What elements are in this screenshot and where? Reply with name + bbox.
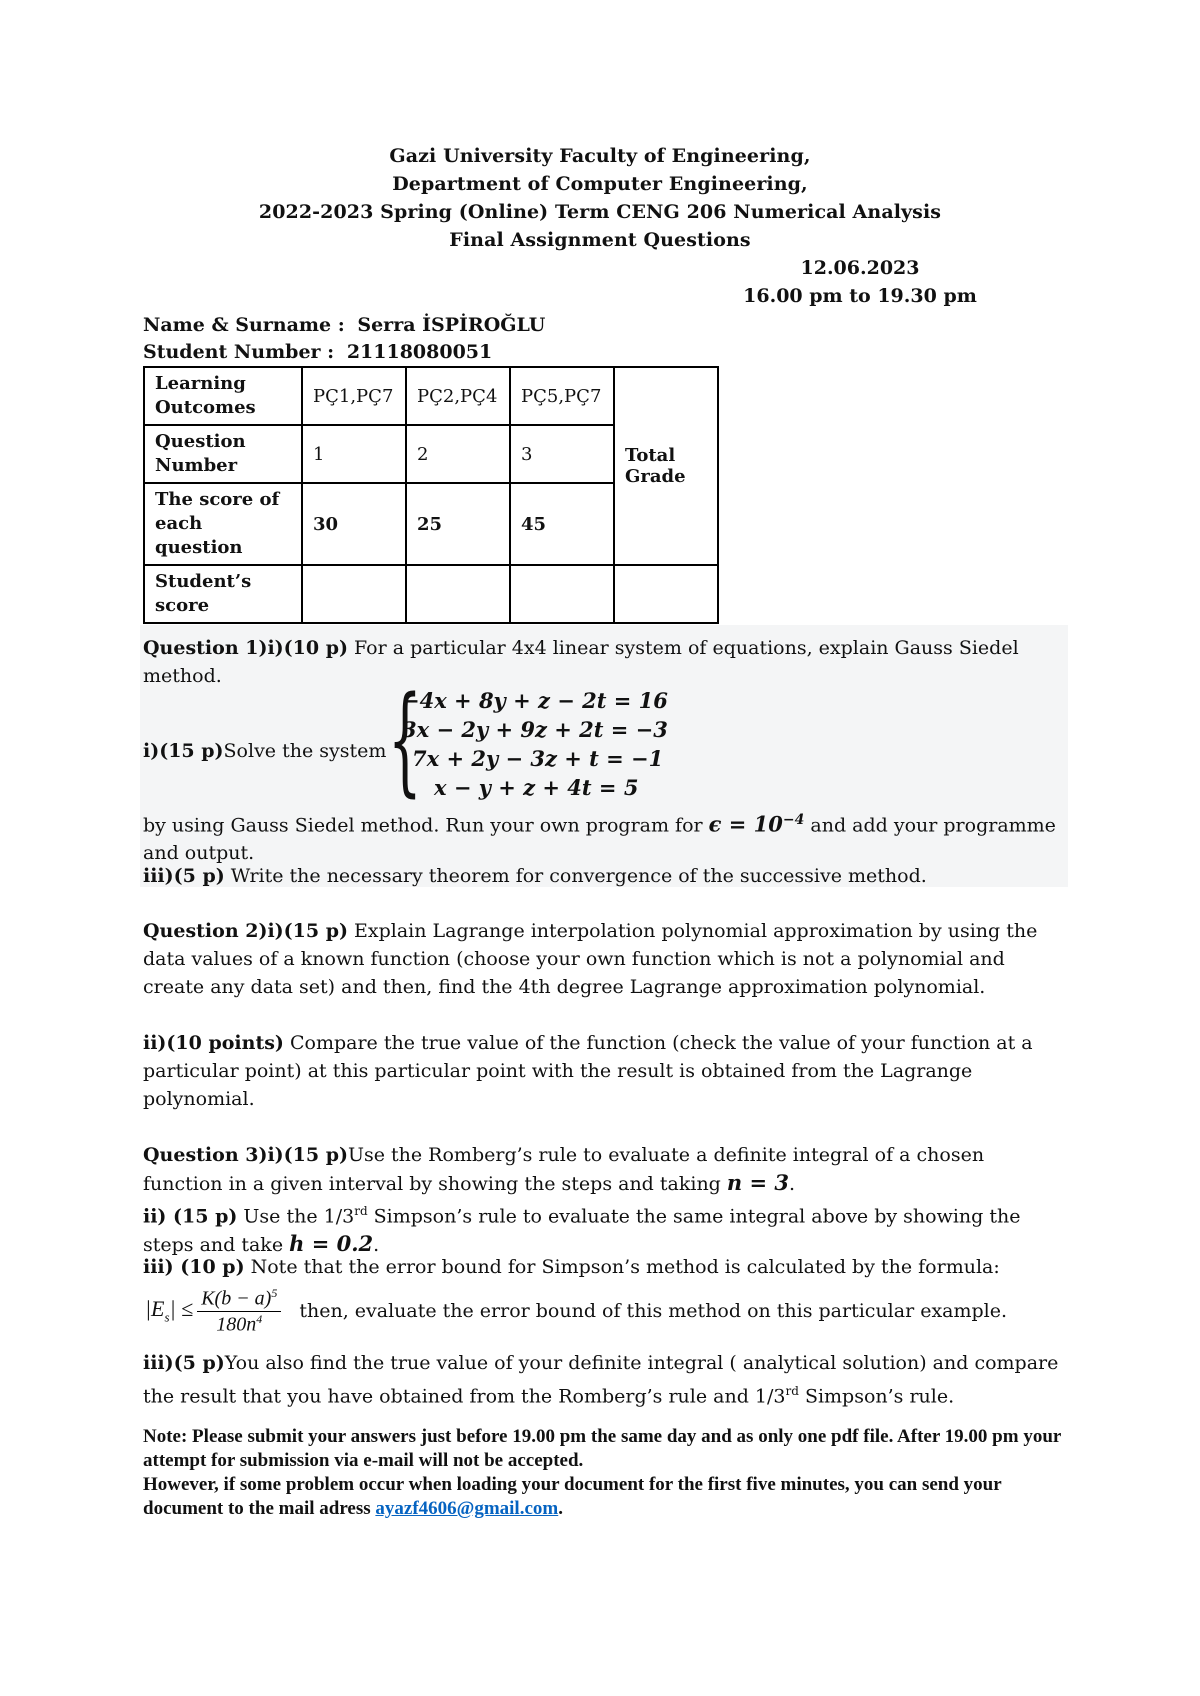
q3-iii-text: Note that the error bound for Simpson’s method is calculated by the formula: (244, 1256, 1000, 1278)
question-1-instructions (143, 806, 1063, 867)
row-header: Learning Outcomes (144, 367, 302, 425)
question-3-part-ii: ii) (15 p) Use the 1/3rd Simpson’s rule to evaluate the same integral above by showing the steps and take h = 0.2. (143, 1204, 1021, 1257)
denominator-text: 180n (216, 1313, 257, 1336)
student-score-cell (406, 565, 510, 623)
formula-fraction (197, 1286, 281, 1336)
n-equation: n = 3 (726, 1170, 789, 1195)
problem-note (143, 1473, 1073, 1521)
formula-e: |E (145, 1296, 165, 1322)
q3-ii-label: ii) (15 p) (143, 1205, 238, 1228)
table-row (144, 565, 718, 623)
row-header: Question Number (144, 425, 302, 483)
student-score-cell (510, 565, 614, 623)
row-header: Student’s score (144, 565, 302, 623)
equation-2: 3x − 2y + 9z + 2t = −3 (402, 717, 668, 742)
table-cell: 3 (510, 425, 614, 483)
q3-label: Question 3)i)(15 p) (143, 1144, 348, 1166)
number-label: Student Number : (143, 341, 335, 363)
table-cell: 45 (510, 483, 614, 565)
q1-iii-text: Write the necessary theorem for convergence of the successive method. (224, 865, 927, 887)
formula-denominator (197, 1312, 281, 1337)
formula-lhs: $|E_s|$ ≤ (145, 1296, 194, 1325)
q1-ii-label: i)(15 p) (143, 740, 224, 762)
table-cell: 30 (302, 483, 406, 565)
question-3-part-iv (143, 1349, 1063, 1410)
header-university: Gazi University Faculty of Engineering, (389, 145, 811, 167)
exam-time: 16.00 pm to 19.30 pm (743, 285, 977, 307)
q3-iv-text-a: You also find the true value of your definite integral ( analytical solution) and compare the result that you have obtained from the Romberg’s rule and 1/3 (143, 1352, 1059, 1408)
table-cell: 25 (406, 483, 510, 565)
header-department: Department of Computer Engineering, (392, 173, 808, 195)
student-number-row (143, 341, 492, 363)
total-grade-cell (614, 565, 718, 623)
problem-note-text: However, if some problem occur when loading your document for the first five minutes, you can send your document to the mail adress (143, 1474, 1002, 1519)
question-1-part-iii (143, 862, 1063, 890)
student-score-cell (302, 565, 406, 623)
name-value: Serra İSPİROĞLU (357, 314, 546, 336)
question-2-part-ii (143, 1029, 1063, 1113)
q1-ii-text: Solve the system (223, 740, 387, 762)
q1-run-text: by using Gauss Siedel method. Run your own program for (143, 814, 709, 837)
question-1-part-i (143, 634, 1063, 690)
table-row (144, 367, 718, 425)
number-value: 21118080051 (346, 341, 493, 363)
q3-ii-sup: rd (354, 1204, 368, 1218)
name-label: Name & Surname : (143, 314, 345, 336)
q3-iv-text-b: Simpson’s rule. (798, 1385, 955, 1408)
header-title: Final Assignment Questions (449, 229, 751, 251)
formula-sub: s (164, 1309, 170, 1325)
epsilon-expression: ϵ = 10 (708, 811, 783, 837)
question-3-part-i: Question 3)i)(15 p)Use the Romberg’s rule to evaluate a definite integral of a chosen function in a given interval by showing the steps and taking n = 3. (143, 1144, 985, 1195)
formula-numerator (197, 1286, 281, 1312)
q1-text: For a particular 4x4 linear system of equations, explain Gauss Siedel method. (143, 637, 1019, 687)
grade-table (143, 366, 719, 624)
note-end: . (558, 1498, 563, 1519)
equation-4: x − y + z + 4t = 5 (434, 775, 639, 800)
q3-iii-label: iii) (10 p) (143, 1256, 245, 1278)
q2-ii-text: Compare the true value of the function (check the value of your function at a particular point) at this particular point with the result is obtained from the Lagrange polynomial. (143, 1032, 1033, 1110)
epsilon-exponent: −4 (782, 812, 805, 828)
submission-note: Note: Please submit your answers just before 19.00 pm the same day and as only one pdf file. After 19.00 pm your attempt for submission via e-mail will not be accepted. (143, 1426, 1061, 1471)
q3-iv-sup: rd (785, 1384, 799, 1398)
formula-after-text: then, evaluate the error bound of this method on this particular example. (299, 1300, 1008, 1322)
q2-label: Question 2)i)(15 p) (143, 920, 348, 942)
q1-label: Question 1)i)(10 p) (143, 637, 348, 659)
header-course: 2022-2023 Spring (Online) Term CENG 206 Numerical Analysis (258, 201, 942, 223)
q3-text: Use the Romberg’s rule to evaluate a definite integral of a chosen function in a given interval by showing the steps and taking (143, 1144, 985, 1195)
table-cell: PÇ1,PÇ7 (302, 367, 406, 425)
h-equation: h = 0.2 (289, 1231, 374, 1257)
q3-iv-label: iii)(5 p) (143, 1352, 225, 1374)
exam-date: 12.06.2023 (800, 257, 920, 279)
q1-output-text: and add your programme and output. (143, 814, 1056, 865)
table-cell: 1 (302, 425, 406, 483)
q3-ii-text-b: Simpson’s rule to evaluate the same integral above by showing the steps and take (143, 1205, 1021, 1257)
q1-iii-label: iii)(5 p) (143, 865, 225, 887)
denominator-exp: 4 (256, 1311, 263, 1326)
equation-1: −4x + 8y + z − 2t = 16 (402, 688, 668, 713)
numerator-text: K(b − a) (201, 1287, 272, 1310)
q2-ii-label: ii)(10 points) (143, 1032, 284, 1054)
table-cell: 2 (406, 425, 510, 483)
equation-3: 7x + 2y − 3z + t = −1 (412, 746, 664, 771)
total-grade-label: Total Grade (614, 367, 718, 565)
system-brace: { (388, 670, 422, 808)
question-3-part-iii (143, 1253, 1063, 1281)
student-name-row (143, 314, 545, 336)
email-link[interactable]: ayazf4606@gmail.com (375, 1498, 559, 1519)
table-cell: PÇ2,PÇ4 (406, 367, 510, 425)
q3-ii-text-a: Use the 1/3 (237, 1205, 355, 1228)
question-1-part-ii (143, 737, 386, 765)
numerator-exp: 5 (271, 1285, 278, 1300)
table-cell: PÇ5,PÇ7 (510, 367, 614, 425)
row-header: The score of each question (144, 483, 302, 565)
question-2-part-i (143, 917, 1063, 1001)
error-bound-formula (145, 1282, 1007, 1340)
q2-text: Explain Lagrange interpolation polynomial approximation by using the data values of a known function (choose your own function which is not a polynomial and create any data set) and then, find the 4th degree Lagrange approximation polynomial. (143, 920, 1038, 998)
